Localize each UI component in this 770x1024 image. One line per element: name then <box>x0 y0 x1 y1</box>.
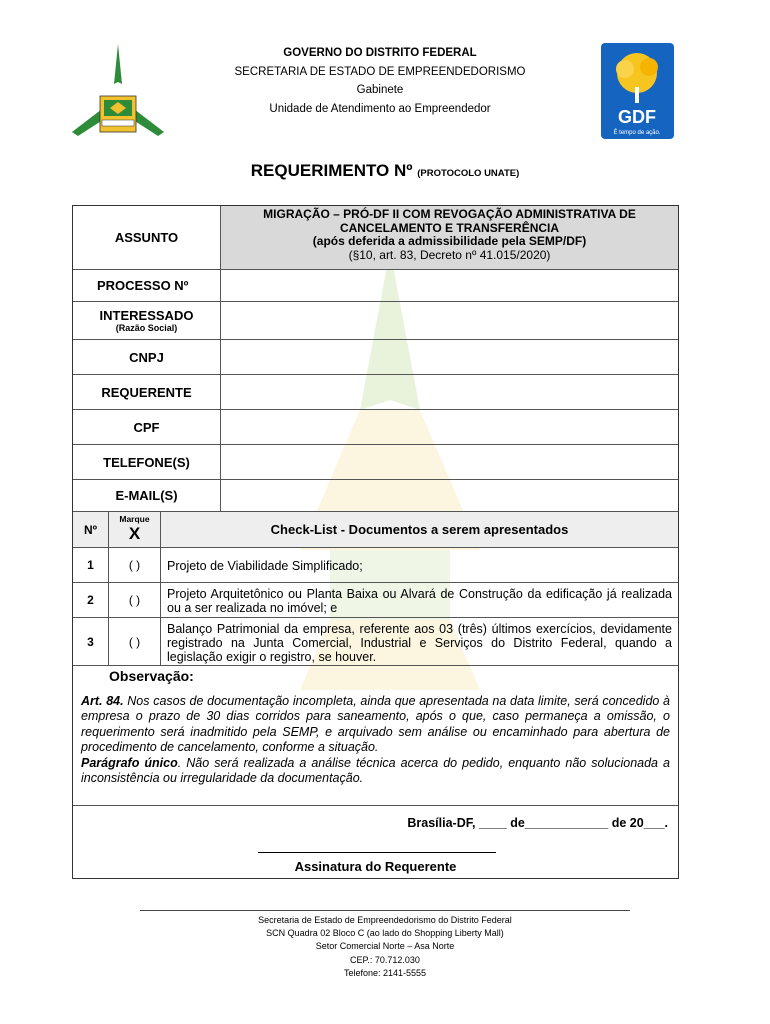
signature-section <box>73 806 678 878</box>
signature-line[interactable] <box>258 852 496 853</box>
processo-field[interactable] <box>221 270 678 301</box>
cpf-row <box>73 410 678 445</box>
header-secretaria: SECRETARIA DE ESTADO DE EMPREENDEDORISMO <box>234 65 526 78</box>
item-text: Projeto Arquitetônico ou Planta Baixa ou Alvará de Construção da edificação já realizada ou a ser realizada no imóvel; e <box>167 587 672 615</box>
cnpj-row <box>73 340 678 375</box>
interessado-row <box>73 302 678 340</box>
telefone-row <box>73 445 678 480</box>
signature-label: Assinatura do Requerente <box>294 859 457 874</box>
header-block <box>180 44 580 118</box>
item-text: Balanço Patrimonial da empresa, referente aos 03 (três) últimos exercícios, devidamente registrado na Junta Comercial, Industrial e Serviços do Distrito Federal, quando a legislação exigir o registro, se houver. <box>167 621 672 664</box>
checklist-item-1 <box>73 548 678 583</box>
page-title <box>0 161 770 181</box>
gdf-logo <box>601 43 674 139</box>
title-main: REQUERIMENTO Nº <box>250 161 413 180</box>
telefone-field[interactable] <box>221 445 678 479</box>
interessado-sublabel: (Razão Social) <box>115 323 178 333</box>
checklist-num-header: Nº <box>73 512 109 547</box>
footer <box>0 914 770 980</box>
header-government: GOVERNO DO DISTRITO FEDERAL <box>283 47 477 59</box>
email-row <box>73 480 678 512</box>
title-protocol-note: (PROTOCOLO UNATE) <box>417 168 520 179</box>
requerente-field[interactable] <box>221 375 678 409</box>
gdf-logo-text: GDF <box>618 107 656 127</box>
telefone-label: TELEFONE(S) <box>73 445 221 479</box>
observacao-section <box>73 666 678 806</box>
checklist-item-2 <box>73 583 678 618</box>
footer-cep: CEP.: 70.712.030 <box>350 954 420 965</box>
processo-row <box>73 270 678 302</box>
assunto-line-1: MIGRAÇÃO – PRÓ-DF II COM REVOGAÇÃO ADMINISTRATIVA DE <box>263 207 636 221</box>
item-checkbox[interactable]: ( ) <box>109 618 161 665</box>
cnpj-label: CNPJ <box>73 340 221 374</box>
paragrafo-label: Parágrafo único <box>81 755 178 770</box>
footer-phone: Telefone: 2141-5555 <box>343 967 427 978</box>
df-emblem-logo <box>72 44 164 142</box>
header-gabinete: Gabinete <box>356 84 404 96</box>
interessado-label-cell <box>73 302 221 339</box>
art-text: Nos casos de documentação incompleta, ainda que apresentada na data limite, será concedido à empresa o prazo de 30 dias corridos para saneamento, após o que, caso permaneça a omissão, o requerimento será inadmitido pela SEMP, e arquivado sem análise ou encaminhado para abertura de procedimento de cancelamento, conforme a situação. <box>81 694 670 755</box>
header-unidade: Unidade de Atendimento ao Empreendedor <box>269 102 491 115</box>
requerente-row <box>73 375 678 410</box>
cnpj-field[interactable] <box>221 340 678 374</box>
art-label: Art. 84. <box>81 694 124 708</box>
gdf-logo-tagline: É tempo de ação. <box>613 130 661 136</box>
item-number: 3 <box>73 618 109 665</box>
interessado-field[interactable] <box>221 302 678 339</box>
date-line[interactable]: Brasília-DF, ____ de____________ de 20___. <box>407 816 668 830</box>
assunto-line-3: (após deferida a admissibilidade pela SEMP/DF) <box>312 234 587 248</box>
item-checkbox[interactable]: ( ) <box>109 548 161 582</box>
footer-secretaria: Secretaria de Estado de Empreendedorismo do Distrito Federal <box>258 915 512 925</box>
assunto-label: ASSUNTO <box>73 206 221 269</box>
cpf-field[interactable] <box>221 410 678 444</box>
mark-header-label: Marque <box>119 514 150 524</box>
item-number: 1 <box>73 548 109 582</box>
checklist-mark-header <box>109 512 161 547</box>
email-field[interactable] <box>221 480 678 511</box>
footer-sector: Setor Comercial Norte – Asa Norte <box>315 941 455 952</box>
item-text: Projeto de Viabilidade Simplificado; <box>167 559 363 573</box>
processo-label: PROCESSO Nº <box>73 270 221 301</box>
observacao-title: Observação: <box>109 668 194 684</box>
assunto-row <box>73 206 678 270</box>
item-number: 2 <box>73 583 109 617</box>
interessado-label: INTERESSADO <box>99 308 194 323</box>
footer-address: SCN Quadra 02 Bloco C (ao lado do Shopping Liberty Mall) <box>266 928 504 939</box>
assunto-line-2: CANCELAMENTO E TRANSFERÊNCIA <box>339 220 560 235</box>
checklist-title: Check-List - Documentos a serem apresentados <box>270 522 569 537</box>
assunto-value <box>221 206 678 269</box>
cpf-label: CPF <box>73 410 221 444</box>
item-checkbox[interactable]: ( ) <box>109 583 161 617</box>
request-form <box>72 205 679 879</box>
footer-divider <box>140 910 630 911</box>
checklist-item-3 <box>73 618 678 666</box>
checklist-header <box>73 512 678 548</box>
paragrafo-text: . Não será realizada a análise técnica acerca do pedido, enquanto não solucionada a inconsistência ou irregularidade da documentação. <box>81 755 670 786</box>
requerente-label: REQUERENTE <box>73 375 221 409</box>
email-label: E-MAIL(S) <box>73 480 221 511</box>
observacao-text <box>81 694 670 786</box>
assunto-line-4: (§10, art. 83, Decreto nº 41.015/2020) <box>348 247 551 262</box>
mark-header-symbol: X <box>128 524 141 543</box>
